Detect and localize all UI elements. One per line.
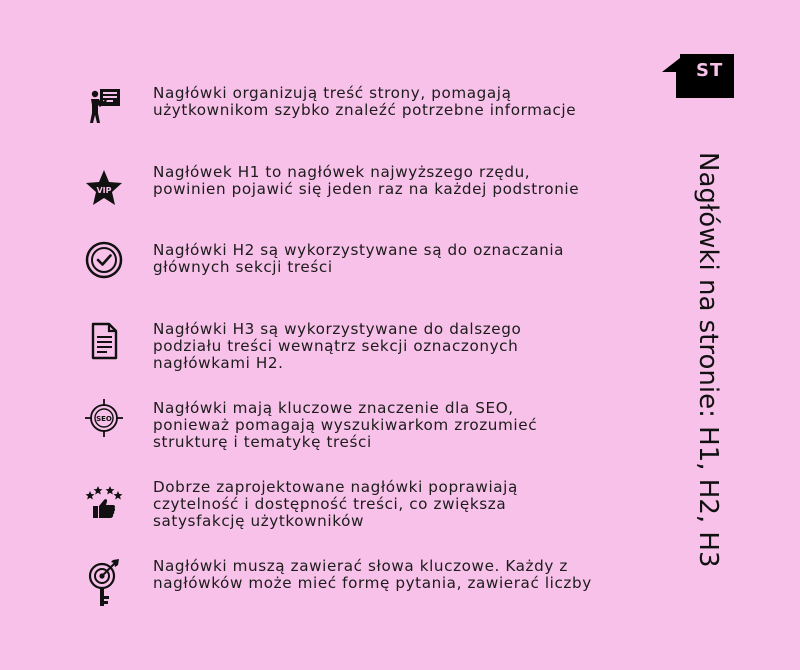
presentation-icon (84, 85, 124, 125)
rating-thumbs-up-icon (84, 483, 124, 523)
list-item-text: Nagłówek H1 to nagłówek najwyższego rzędu, powinien pojawić się jeden raz na każdej podstronie (153, 163, 580, 198)
list-item-text: Nagłówki mają kluczowe znaczenie dla SEO, ponieważ pomagają wyszukiwarkom zrozumieć strukturę i tematykę treści (153, 399, 538, 451)
vip-star-icon (84, 168, 124, 208)
seo-target-icon (84, 398, 124, 438)
list-item-text: Dobrze zaprojektowane nagłówki poprawiają czytelność i dostępność treści, co zwiększa satysfakcję użytkowników (153, 478, 518, 530)
document-icon (84, 321, 124, 361)
brand-logo (662, 54, 734, 98)
brand-logo-text: ST (696, 60, 724, 81)
svg-text:VIP: VIP (96, 186, 112, 195)
list-item-text: Nagłówki organizują treść strony, pomagają użytkownikom szybko znaleźć potrzebne informacje (153, 84, 577, 119)
svg-text:SEO: SEO (96, 415, 112, 423)
list-item-text: Nagłówki H3 są wykorzystywane do dalszego podziału treści wewnątrz sekcji oznaczonych nagłówkami H2. (153, 320, 522, 372)
list-item-text: Nagłówki H2 są wykorzystywane są do oznaczania głównych sekcji treści (153, 241, 565, 276)
check-circle-icon (84, 240, 124, 280)
keyword-target-icon (84, 558, 124, 610)
list-item-text: Nagłówki muszą zawierać słowa kluczowe. Każdy z nagłówków może mieć formę pytania, zawierać liczby (153, 557, 592, 592)
page-title: Nagłówki na stronie: H1, H2, H3 (693, 152, 723, 568)
heading-facts-list (80, 0, 640, 670)
